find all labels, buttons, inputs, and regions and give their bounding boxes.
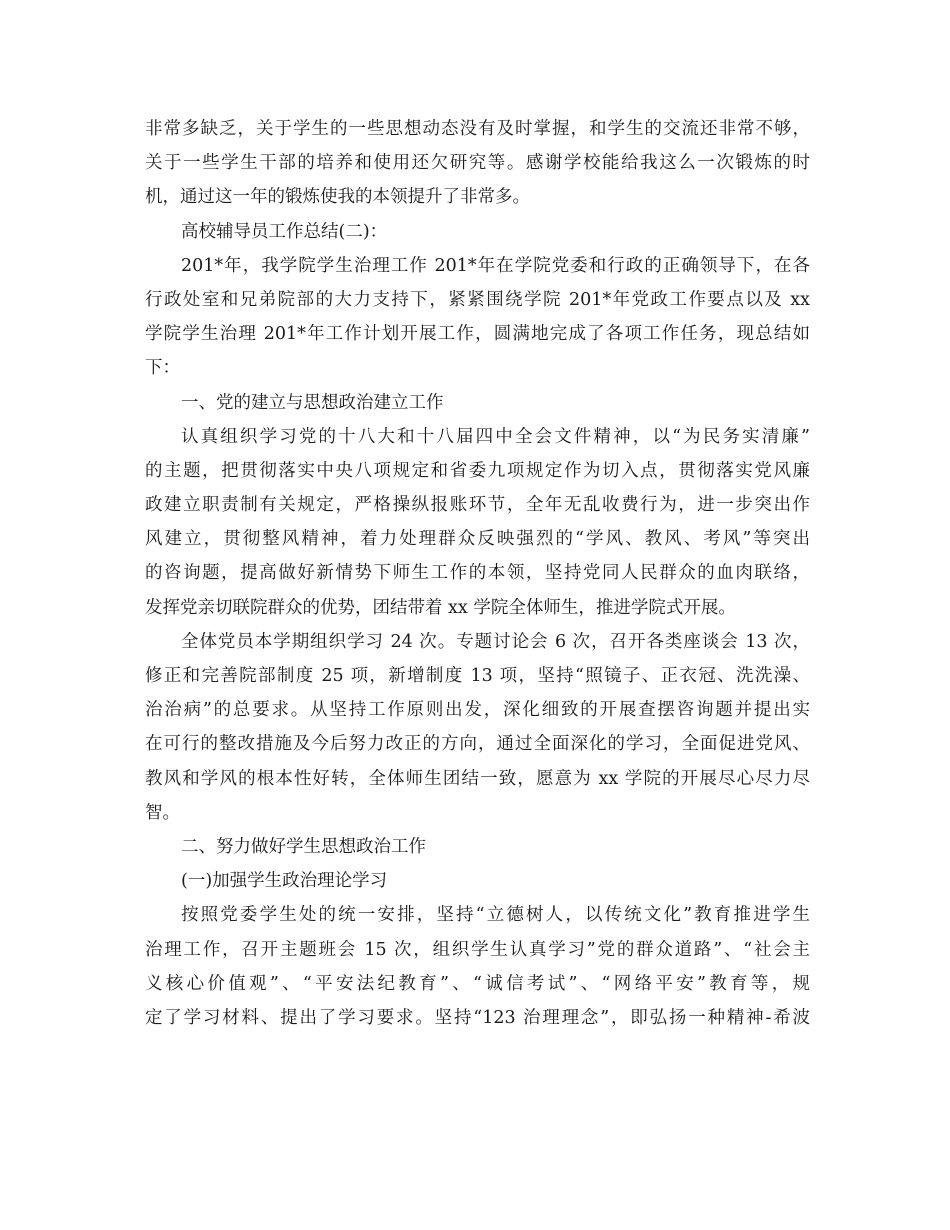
text-line: 治治病”的总要求。从坚持工作原则出发，深化细致的开展查摆咨询题并提出实	[145, 700, 810, 721]
text-line: 发挥党亲切联院群众的优势，团结带着 xx 学院全体师生，推进学院式开展。	[145, 597, 736, 618]
text-line: 教风和学风的根本性好转，全体师生团结一致，愿意为 xx 学院的开展尽心尽力尽	[145, 768, 810, 789]
text-line: 高校辅导员工作总结(二)：	[181, 221, 388, 242]
text-line: 按照党委学生处的统一安排，坚持“立德树人，以传统文化”教育推进学生	[181, 905, 810, 926]
text-line: 行政处室和兄弟院部的大力支持下，紧紧围绕学院 201*年党政工作要点以及 xx	[145, 289, 810, 310]
text-line: 学院学生治理 201*年工作计划开展工作，圆满地完成了各项工作任务，现总结如	[145, 324, 810, 345]
text-line: 政建立职责制有关规定，严格操纵报账环节，全年无乱收费行为，进一步突出作	[145, 495, 810, 516]
text-line: 修正和完善院部制度 25 项，新增制度 13 项，坚持“照镜子、正衣冠、洗洗澡、	[145, 666, 810, 686]
text-line: 风建立，贯彻整风精神，着力处理群众反映强烈的“学风、教风、考风”等突出	[145, 529, 810, 550]
text-line: 的咨询题，提高做好新情势下师生工作的本领，坚持党同人民群众的血肉联络，	[145, 563, 810, 584]
text-line: 非常多缺乏，关于学生的一些思想动态没有及时掌握，和学生的交流还非常不够，	[145, 119, 810, 139]
text-line: 治理工作，召开主题班会 15 次，组织学生认真学习”党的群众道路”、“社会主	[145, 939, 810, 960]
text-line: (一)加强学生政治理论学习	[181, 871, 388, 892]
text-line: 认真组织学习党的十八大和十八届四中全会文件精神，以“为民务实清廉”	[181, 426, 810, 447]
text-line: 全体党员本学期组织学习 24 次。专题讨论会 6 次，召开各类座谈会 13 次，	[181, 631, 810, 652]
text-line: 义核心价值观”、“平安法纪教育”、“诚信考试”、“网络平安”教育等，规	[145, 973, 810, 994]
text-line: 在可行的整改措施及今后努力改正的方向，通过全面深化的学习，全面促进党风、	[145, 734, 810, 755]
text-line: 一、党的建立与思想政治建立工作	[181, 392, 444, 413]
text-line: 机，通过这一年的锻炼使我的本领提升了非常多。	[145, 187, 530, 208]
text-line: 的主题，把贯彻落实中央八项规定和省委九项规定作为切入点，贯彻落实党风廉	[145, 460, 810, 481]
text-line: 二、努力做好学生思想政治工作	[181, 836, 426, 857]
text-line: 下：	[145, 358, 180, 379]
text-line: 201*年，我学院学生治理工作 201*年在学院党委和行政的正确领导下，在各	[181, 255, 810, 276]
text-line: 关于一些学生干部的培养和使用还欠研究等。感谢学校能给我这么一次锻炼的时	[145, 153, 810, 174]
document-body	[145, 112, 810, 1035]
text-line: 定了学习材料、提出了学习要求。坚持“123 治理理念”，即弘扬一种精神-希波	[145, 1007, 810, 1028]
text-line: 智。	[145, 802, 180, 823]
